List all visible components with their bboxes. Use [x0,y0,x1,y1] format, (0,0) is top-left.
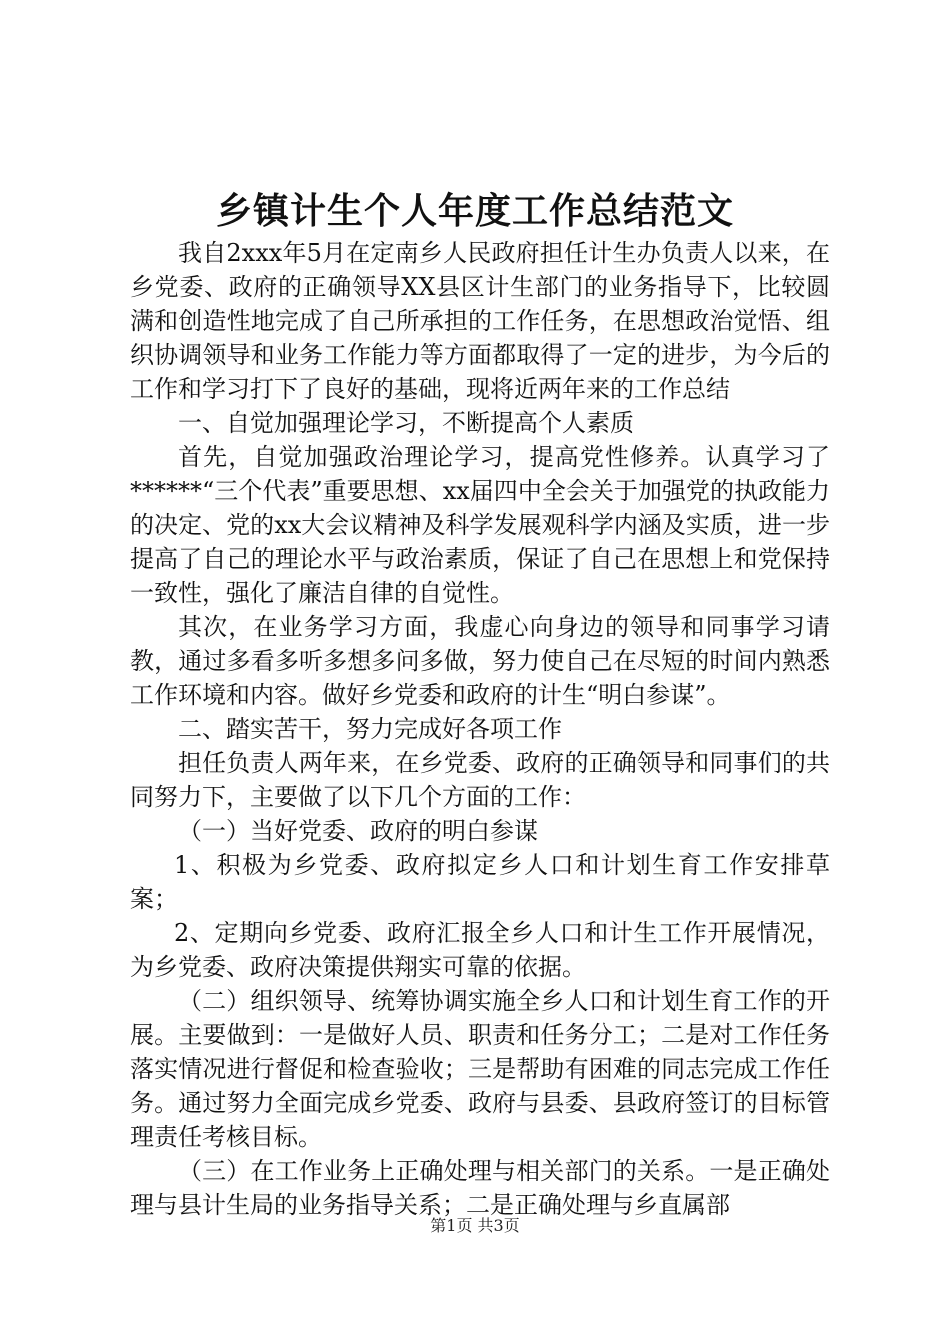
paragraph-intro: 我自2xxx年5月在定南乡人民政府担任计生办负责人以来，在乡党委、政府的正确领导XX县区计生部门的业务指导下，比较圆满和创造性地完成了自己所承担的工作任务，在思想政治觉悟、组织协调领导和业务工作能力等方面都取得了一定的进步，为今后的工作和学习打下了良好的基础，现将近两年来的工作总结 [130,239,830,403]
page-number-footer: 第1页 共3页 [430,1216,520,1235]
subsection-heading-1: （一）当好党委、政府的明白参谋 [178,817,538,845]
list-item-1: 1、积极为乡党委、政府拟定乡人口和计划生育工作安排草案； [130,851,830,913]
list-item-2: 2、定期向乡党委、政府汇报全乡人口和计生工作开展情况，为乡党委、政府决策提供翔实可靠的依据。 [130,919,830,981]
document-title: 乡镇计生个人年度工作总结范文 [215,190,734,232]
paragraph-theory-study: 首先，自觉加强政治理论学习，提高党性修养。认真学习了******“三个代表”重要思想、xx届四中全会关于加强党的执政能力的决定、党的xx大会议精神及科学发展观科学内涵及实质，进一步提高了自己的理论水平与政治素质，保证了自己在思想上和党保持一致性，强化了廉洁自律的自觉性。 [130,443,830,607]
document-body [130,236,830,1222]
paragraph-business-study: 其次，在业务学习方面，我虚心向身边的领导和同事学习请教，通过多看多听多想多问多做，努力使自己在尽短的时间内熟悉工作环境和内容。做好乡党委和政府的计生“明白参谋”。 [130,613,830,709]
subsection-2: （二）组织领导、统筹协调实施全乡人口和计划生育工作的开展。主要做到：一是做好人员、职责和任务分工；二是对工作任务落实情况进行督促和检查验收；三是帮助有困难的同志完成工作任务。通过努力全面完成乡党委、政府与县委、县政府签订的目标管理责任考核目标。 [130,987,830,1151]
section-heading-1: 一、自觉加强理论学习，不断提高个人素质 [178,409,634,437]
paragraph-work-summary: 担任负责人两年来，在乡党委、政府的正确领导和同事们的共同努力下，主要做了以下几个方面的工作： [130,749,830,811]
subsection-3: （三）在工作业务上正确处理与相关部门的关系。一是正确处理与县计生局的业务指导关系；二是正确处理与乡直属部 [130,1157,830,1219]
section-heading-2: 二、踏实苦干，努力完成好各项工作 [178,715,562,743]
